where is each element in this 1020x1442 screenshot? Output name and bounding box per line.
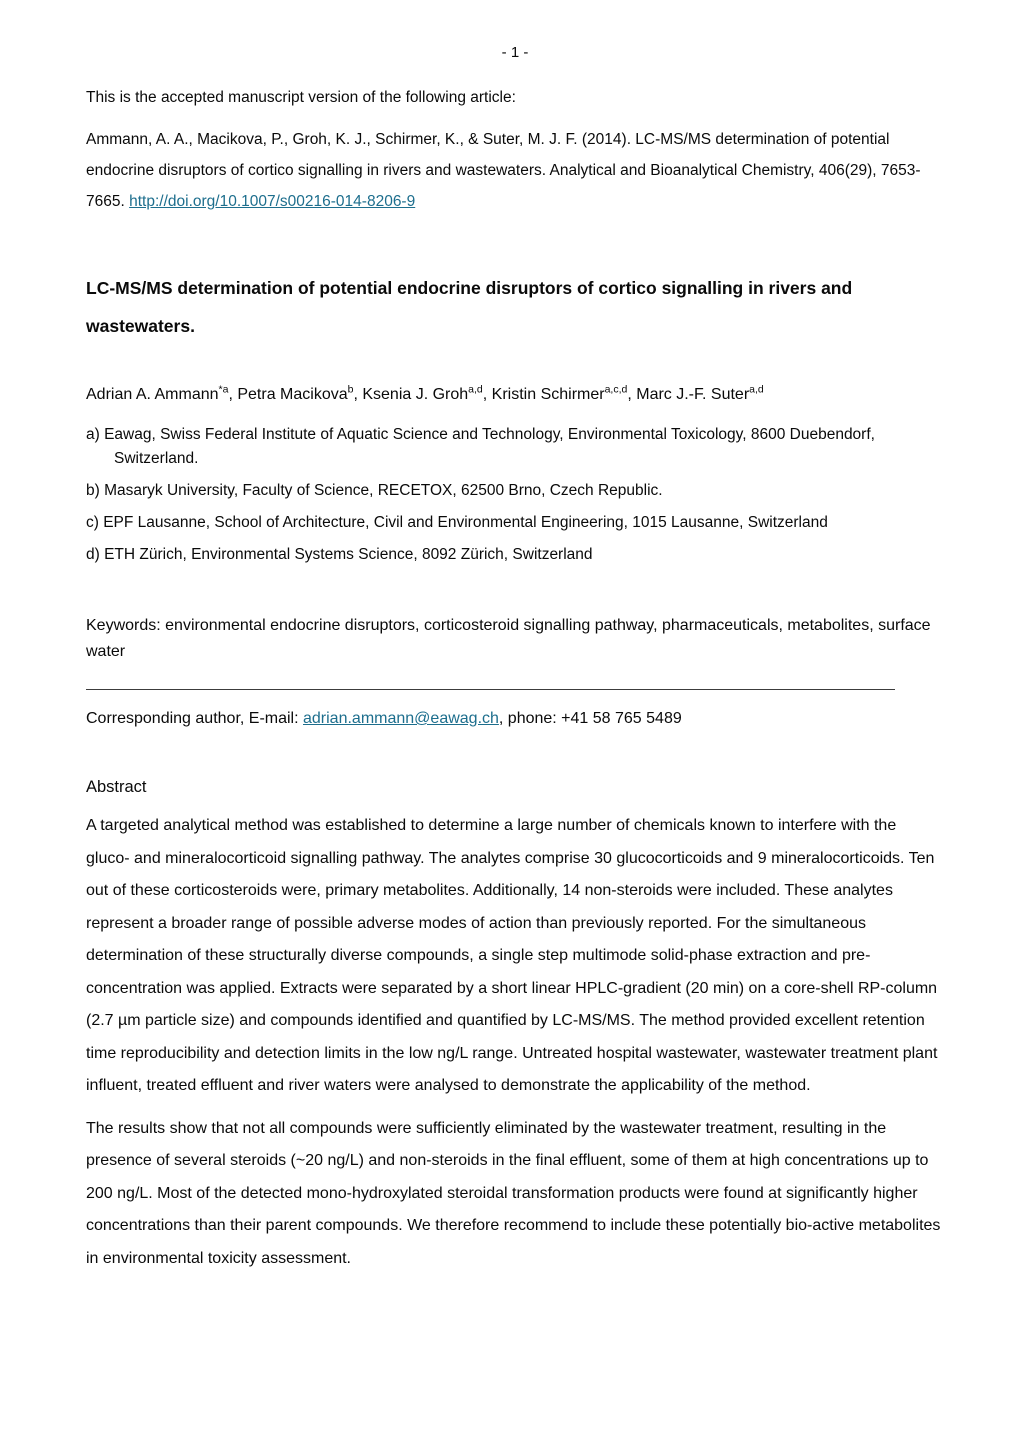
corresponding-post: , phone: +41 58 765 5489 (498, 710, 682, 727)
manuscript-page (86, 44, 944, 1275)
keywords: Keywords: environmental endocrine disruptors, corticosteroid signalling pathway, pharmaceuticals, metabolites, surface water (86, 617, 931, 660)
author: Kristin Schirmer$^{a,c,d}$, (491, 383, 637, 403)
doi-link[interactable]: http://doi.org/10.1007/s00216-014-8206-9 (129, 193, 416, 210)
manuscript-note: This is the accepted manuscript version of the following article: (86, 89, 516, 106)
abstract-paragraph-2: The results show that not all compounds were sufficiently eliminated by the wastewater treatment, resulting in the presence of several steroids (~20 ng/L) and non-steroids in the final effluent, some of them at high concentrations up to 200 ng/L. Most of the detected mono-hydroxylated steroidal transformation products were found at significantly higher concentrations than their parent compounds. We therefore recommend to include these potentially bio-active metabolites in environmental toxicity assessment. (86, 1119, 941, 1267)
author: Adrian A. Ammann$^{*a}$, (86, 383, 238, 403)
email-link[interactable]: adrian.ammann@eawag.ch (303, 710, 499, 727)
citation-text: Ammann, A. A., Macikova, P., Groh, K. J., Schirmer, K., & Suter, M. J. F. (2014). LC-MS/MS determination of potential endocrine disruptors of cortico signalling in rivers and wastewaters. Analytical and Bioanalytical Chemistry, 406(29), 7653-7665. (86, 131, 921, 210)
author-affiliation-superscript: a,d (749, 383, 764, 396)
author: Ksenia J. Groh$^{a,d}$, (362, 383, 492, 403)
corresponding-author-line (86, 708, 944, 730)
citation (86, 124, 944, 217)
affiliation-a: a) Eawag, Swiss Federal Institute of Aquatic Science and Technology, Environmental Toxicology, 8600 Duebendorf, Switzerland. (86, 426, 875, 467)
affiliation-c: c) EPF Lausanne, School of Architecture, Civil and Environmental Engineering, 1015 Lausanne, Switzerland (86, 514, 828, 531)
author-list (86, 385, 944, 405)
author-affiliation-superscript: a,c,d (604, 383, 628, 396)
affiliation-list (86, 423, 944, 567)
author-affiliation-superscript: *a (218, 383, 229, 396)
affiliation-b: b) Masaryk University, Faculty of Science, RECETOX, 62500 Brno, Czech Republic. (86, 482, 663, 499)
abstract-paragraph-1: A targeted analytical method was established to determine a large number of chemicals known to interfere with the gluco- and mineralocorticoid signalling pathway. The analytes comprise 30 glucocorticoids and 9 mineralocorticoids. Ten out of these corticosteroids were, primary metabolites. Additionally, 14 non-steroids were included. These analytes represent a broader range of possible adverse modes of action than previously reported. For the simultaneous determination of these structurally diverse compounds, a single step multimode solid-phase extraction and pre-concentration was applied. Extracts were separated by a short linear HPLC-gradient (20 min) on a core-shell RP-column (2.7 µm particle size) and compounds identified and quantified by LC-MS/MS. The method provided excellent retention time reproducibility and detection limits in the low ng/L range. Untreated hospital wastewater, wastewater treatment plant influent, treated effluent and river waters were analysed to demonstrate the applicability of the method. (86, 817, 938, 1094)
page-number: - 1 - (501, 44, 529, 61)
corresponding-pre: Corresponding author, E-mail: (86, 710, 303, 727)
separator-line (86, 689, 895, 690)
abstract-heading: Abstract (86, 778, 147, 796)
affiliation-d: d) ETH Zürich, Environmental Systems Science, 8092 Zürich, Switzerland (86, 546, 593, 563)
author-affiliation-superscript: b (347, 383, 354, 396)
author: Petra Macikova$^b$, (237, 383, 363, 403)
paper-title: LC-MS/MS determination of potential endocrine disruptors of cortico signalling in rivers and wastewaters. (86, 278, 853, 336)
author: Marc J.-F. Suter$^{a,d}$ (636, 383, 764, 403)
author-affiliation-superscript: a,d (468, 383, 483, 396)
